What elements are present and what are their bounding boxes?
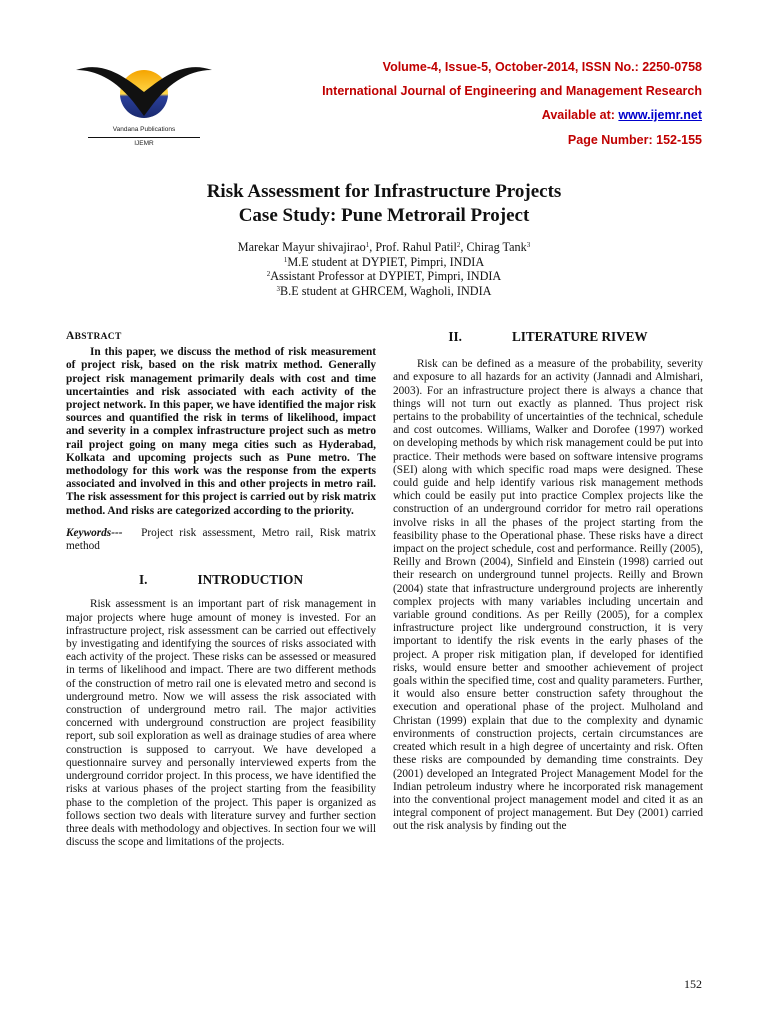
keywords-label: Keywords--- (66, 526, 123, 539)
volume-line: Volume-4, Issue-5, October-2014, ISSN No.: 2250-0758 (382, 60, 702, 74)
author-name: Prof. Rahul Patil (375, 240, 457, 254)
affiliation (0, 255, 768, 270)
affiliation-sup: 3 (276, 284, 281, 293)
introduction-text: Risk assessment is an important part of risk management in major projects where huge amount of money is invested. For an infrastructure project, risk assessment can be carried out effectively by investigating and identifying the sources of risks associated with each activity of the project. These risks can be assessed or measured in terms of likelihood and impact. There are two different methods of the construction of metro rail one is elevated metro and second is underground metro. Now we will assess the risk associated with construction of underground metro rail. The major activities concerned with underground construction are project feasibility report, sub soil exploration as well as drainage studies of area where construction is supposed to carryout. We have developed a questionnaire survey and personally interviewed experts from the underground corridor project. In this process, we have identified the risks at various phases of the project starting from the feasibility phase to the completion of the project. This paper is organized as follows section two deals with literature survey and further section three deals with methodology and objectives. In section four we will discuss the scope and limitations of the projects. (66, 598, 376, 849)
literature-text: Risk can be defined as a measure of the probability, severity and exposure to all hazards for an activity (Jannadi and Almishari, 2003). For an infrastructure project there is always a chance that things will not turn out exactly as planned. Thus project risk pertains to the probability of uncertainties of the technical, schedule and cost outcomes. Williams, Walker and Dorofee (1997) worked on developing methods by which risk management could be put into practice. Their methods were based on software intensive programs (SEI) along with which specific road maps were designed. These could guide and help identify various risk management methods which could be easily put into practice Complex projects like the construction of an underground corridor for metro rail operations involve risks in all the phases of the project starting from the feasibility phase to the Operational phase. These risks have a direct impact on the project schedule, cost and performance. Reilly (2005), Reilly and Brown (2004), Sinfield and Einstein (1998) carried out their research on underground tunnel projects. Reilly and Brown (2004) state that infrastructure underground projects are inherently complex projects with many variables including uncertain and variable ground conditions. As per Reilly (2005), for a complex infrastructure project like underground construction, it is very important to identify the risk events in the early phases of the project. A proper risk mitigation plan, if developed for identified risks, would ensure better and smoother achievement of project goals within the specified time, cost and quality parameters. Further, it would also ensure better construction safety throughout the execution and operational phase of the project. Mulholand and Christan (1999) explain that due to the complexity and dynamic environments of construction projects, certain circumstances are created which result in a high degree of uncertainty and risk. Often these risks are compounded by demanding time constraints. Dey (2001) developed an Integrated Project Management Model for the Indian petroleum industry where he incorporated risk management into the conventional project management model and cited it as an integral component of project management. But Dey (2001) carried out the risk analysis by finding out the (393, 358, 703, 833)
bird-sun-emblem-icon (74, 56, 214, 126)
journal-website-link[interactable]: www.ijemr.net (618, 108, 702, 122)
author-sup: 2 (456, 241, 461, 249)
affiliation-sup: 1 (283, 255, 288, 264)
abstract-heading-initial: A (66, 330, 75, 342)
keywords (66, 527, 376, 553)
affiliation-text: M.E student at DYPIET, Pimpri, INDIA (287, 254, 485, 269)
affiliation (0, 269, 768, 284)
affiliation-text: B.E student at GHRCEM, Wagholi, INDIA (280, 283, 492, 298)
affiliation-sup: 2 (266, 270, 271, 278)
right-column (393, 330, 703, 834)
affiliation-text: Assistant Professor at DYPIET, Pimpri, INDIA (270, 269, 502, 283)
abstract-heading (66, 330, 376, 344)
keywords-text: Project risk assessment, Metro rail, Risk matrix method (66, 526, 376, 553)
journal-logo (74, 56, 214, 156)
journal-abbreviation: IJEMR (134, 140, 154, 147)
affiliation (0, 284, 768, 299)
page-number: 152 (684, 977, 702, 991)
section-title: LITERATURE RIVEW (511, 329, 648, 344)
available-label: Available at: (541, 108, 619, 122)
paper-title-line-2: Case Study: Pune Metrorail Project (238, 205, 530, 226)
availability-line (542, 108, 702, 122)
section-number: II. (448, 329, 462, 344)
author-sup: 1 (365, 241, 370, 249)
page-range: Page Number: 152-155 (567, 133, 702, 147)
author-separator: , (460, 240, 467, 254)
logo-divider (88, 137, 200, 138)
publisher-name: Vandana Publications (112, 126, 176, 133)
paper-title-line-1: Risk Assessment for Infrastructure Projects (206, 181, 562, 202)
author-name: Chirag Tank (466, 240, 527, 254)
author-sup: 3 (526, 241, 531, 249)
section-title: INTRODUCTION (197, 572, 303, 588)
left-column (66, 330, 376, 849)
author-list (0, 240, 768, 255)
abstract-text: In this paper, we discuss the method of risk measurement of project risk, based on the risk matrix method. Generally project risk management primarily deals with cost and time uncertainties and risk associated with each activity of the project network. In this paper, we have identified the major risk sources and quantified the risk in terms of likelihood, impact and severity in a complex infrastructure project such as metro rail project going on many mega cities such as Hyderabad, Kolkata and upcoming projects such as Pune metro. The methodology for this work was the response from the experts associated and involved in this and other projects in metro rail. The risk assessment for this project is carried out by risk matrix method. And risks are categorized according to the priority. (66, 346, 376, 517)
section-number: I. (139, 572, 148, 588)
abstract-heading-rest: BSTRACT (74, 332, 122, 342)
author-separator: , (369, 240, 376, 254)
section-heading-literature (393, 330, 703, 343)
author-name: Marekar Mayur shivajirao (237, 240, 366, 254)
journal-name: International Journal of Engineering and Management Research (322, 84, 702, 98)
section-heading-introduction (66, 573, 376, 586)
